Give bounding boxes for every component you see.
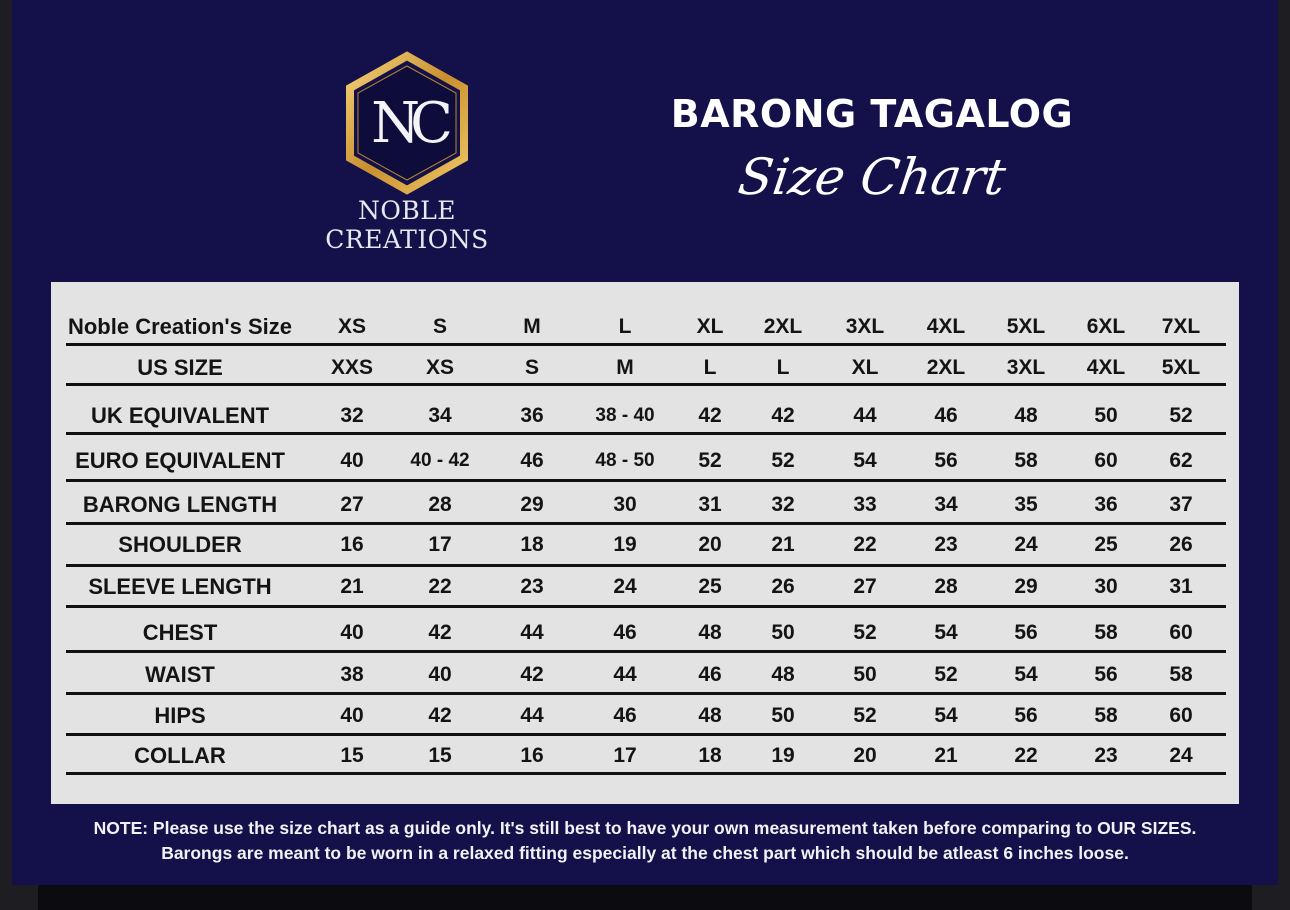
table-cell: 36 xyxy=(1094,493,1118,516)
table-cell: 50 xyxy=(853,663,877,686)
row-divider xyxy=(66,605,1226,608)
row-label: Noble Creation's Size xyxy=(67,314,293,339)
table-cell: 38 - 40 xyxy=(595,405,655,426)
table-cell: 17 xyxy=(613,744,637,767)
table-cell: 42 xyxy=(520,663,544,686)
table-cell: 56 xyxy=(1014,621,1038,644)
row-divider xyxy=(66,383,1226,386)
table-cell: 50 xyxy=(1094,404,1118,427)
row-label: US SIZE xyxy=(137,355,223,380)
table-cell: XL xyxy=(851,356,879,379)
table-cell: 5XL xyxy=(1161,356,1201,379)
table-cell: 54 xyxy=(853,449,877,472)
row-label: HIPS xyxy=(154,703,206,728)
table-cell: 33 xyxy=(853,493,877,516)
table-cell: 23 xyxy=(520,575,544,598)
row-label: EURO EQUIVALENT xyxy=(75,448,285,473)
table-cell: 46 xyxy=(520,449,544,472)
table-cell: XL xyxy=(696,315,724,338)
row-label: COLLAR xyxy=(134,743,226,768)
table-cell: 2XL xyxy=(763,315,803,338)
table-cell: 24 xyxy=(1014,533,1038,556)
table-cell: 56 xyxy=(1094,663,1118,686)
table-cell: 44 xyxy=(853,404,877,427)
table-cell: 34 xyxy=(428,404,452,427)
table-cell: 25 xyxy=(698,575,722,598)
row-label: WAIST xyxy=(145,662,215,687)
note-line-2: Barongs are meant to be worn in a relaxed fitting especially at the chest part which should be atleast 6 inches loose. xyxy=(161,843,1129,863)
row-label: UK EQUIVALENT xyxy=(90,403,270,428)
table-cell: 26 xyxy=(771,575,795,598)
table-cell: S xyxy=(432,315,448,338)
table-cell: 6XL xyxy=(1086,315,1126,338)
table-cell: 60 xyxy=(1169,704,1193,727)
table-cell: 5XL xyxy=(1006,315,1046,338)
table-cell: 58 xyxy=(1094,704,1118,727)
row-divider xyxy=(66,564,1226,567)
row-divider xyxy=(66,479,1226,482)
row-label: CHEST xyxy=(142,620,218,645)
table-cell: 60 xyxy=(1094,449,1118,472)
table-cell: 15 xyxy=(428,744,452,767)
table-cell: 52 xyxy=(853,621,877,644)
table-cell: 19 xyxy=(771,744,795,767)
table-cell: 56 xyxy=(1014,704,1038,727)
table-cell: 42 xyxy=(698,404,722,427)
table-cell: 28 xyxy=(934,575,958,598)
table-cell: 58 xyxy=(1014,449,1038,472)
table-cell: 31 xyxy=(698,493,722,516)
table-cell: 7XL xyxy=(1161,315,1201,338)
table-cell: 29 xyxy=(520,493,544,516)
table-cell: 46 xyxy=(698,663,722,686)
table-cell: 18 xyxy=(520,533,544,556)
row-label: SHOULDER xyxy=(118,532,242,557)
table-cell: 52 xyxy=(1169,404,1193,427)
table-cell: 30 xyxy=(613,493,637,516)
brand-name: NOBLE CREATIONS xyxy=(325,196,489,254)
table-cell: 40 xyxy=(340,449,364,472)
logo-monogram: NC xyxy=(371,91,443,156)
row-divider xyxy=(66,692,1226,695)
table-cell: 32 xyxy=(771,493,795,516)
table-cell: L xyxy=(776,356,790,379)
table-cell: 31 xyxy=(1169,575,1193,598)
table-cell: 52 xyxy=(853,704,877,727)
table-cell: L xyxy=(618,315,632,338)
table-cell: 58 xyxy=(1094,621,1118,644)
table-cell: 29 xyxy=(1014,575,1038,598)
row-label: BARONG LENGTH xyxy=(82,492,278,517)
table-cell: 16 xyxy=(340,533,364,556)
table-cell: XXS xyxy=(330,356,374,379)
table-cell: 38 xyxy=(340,663,364,686)
row-divider xyxy=(66,650,1226,653)
table-cell: 48 xyxy=(771,663,795,686)
bottom-border xyxy=(38,885,1252,910)
table-cell: 3XL xyxy=(845,315,885,338)
table-cell: 4XL xyxy=(926,315,966,338)
table-cell: 48 xyxy=(698,704,722,727)
table-cell: 46 xyxy=(613,704,637,727)
table-cell: 24 xyxy=(1169,744,1193,767)
table-cell: 21 xyxy=(771,533,795,556)
row-divider xyxy=(66,343,1226,346)
table-cell: 27 xyxy=(340,493,364,516)
table-cell: 62 xyxy=(1169,449,1193,472)
table-cell: XS xyxy=(425,356,455,379)
table-cell: 54 xyxy=(934,621,958,644)
table-cell: 40 xyxy=(340,704,364,727)
table-cell: 48 xyxy=(698,621,722,644)
table-cell: 46 xyxy=(613,621,637,644)
table-cell: 52 xyxy=(698,449,722,472)
row-label: SLEEVE LENGTH xyxy=(88,574,272,599)
table-cell: 27 xyxy=(853,575,877,598)
table-cell: XS xyxy=(337,315,367,338)
table-cell: 30 xyxy=(1094,575,1118,598)
table-cell: 54 xyxy=(934,704,958,727)
table-cell: 52 xyxy=(934,663,958,686)
table-cell: M xyxy=(616,356,634,379)
table-cell: 54 xyxy=(1014,663,1038,686)
table-cell: 60 xyxy=(1169,621,1193,644)
table-cell: 56 xyxy=(934,449,958,472)
note-line-1: NOTE: Please use the size chart as a guide only. It's still best to have your own measurement taken before comparing to OUR SIZES. xyxy=(93,818,1197,838)
table-cell: 34 xyxy=(934,493,958,516)
table-cell: 42 xyxy=(428,704,452,727)
table-cell: 23 xyxy=(934,533,958,556)
table-cell: 21 xyxy=(934,744,958,767)
table-cell: 19 xyxy=(613,533,637,556)
table-cell: 32 xyxy=(340,404,364,427)
table-cell: 26 xyxy=(1169,533,1193,556)
table-cell: 22 xyxy=(428,575,452,598)
table-cell: 22 xyxy=(853,533,877,556)
table-cell: 37 xyxy=(1169,493,1193,516)
table-cell: 21 xyxy=(340,575,364,598)
table-cell: 48 - 50 xyxy=(595,450,655,471)
table-cell: 44 xyxy=(520,621,544,644)
table-cell: 18 xyxy=(698,744,722,767)
table-cell: M xyxy=(523,315,541,338)
table-cell: 58 xyxy=(1169,663,1193,686)
table-cell: 20 xyxy=(698,533,722,556)
table-cell: 3XL xyxy=(1006,356,1046,379)
table-cell: 36 xyxy=(520,404,544,427)
table-cell: 2XL xyxy=(926,356,966,379)
table-cell: 23 xyxy=(1094,744,1118,767)
row-divider xyxy=(66,772,1226,775)
table-cell: 40 xyxy=(428,663,452,686)
table-cell: 42 xyxy=(771,404,795,427)
row-divider xyxy=(66,522,1226,525)
row-divider xyxy=(66,733,1226,736)
table-cell: 52 xyxy=(771,449,795,472)
table-cell: 44 xyxy=(520,704,544,727)
table-cell: 35 xyxy=(1014,493,1038,516)
table-cell: 4XL xyxy=(1086,356,1126,379)
chart-title: BARONG TAGALOG xyxy=(670,92,1074,136)
table-cell: 46 xyxy=(934,404,958,427)
table-cell: 22 xyxy=(1014,744,1038,767)
table-cell: 25 xyxy=(1094,533,1118,556)
table-cell: 48 xyxy=(1014,404,1038,427)
table-cell: 20 xyxy=(853,744,877,767)
table-cell: 40 xyxy=(340,621,364,644)
table-cell: 24 xyxy=(613,575,637,598)
table-cell: 44 xyxy=(613,663,637,686)
table-cell: L xyxy=(703,356,717,379)
table-cell: 42 xyxy=(428,621,452,644)
table-cell: 40 - 42 xyxy=(410,450,470,471)
table-cell: 16 xyxy=(520,744,544,767)
table-cell: S xyxy=(524,356,540,379)
table-cell: 15 xyxy=(340,744,364,767)
table-cell: 28 xyxy=(428,493,452,516)
chart-subtitle: Size Chart xyxy=(734,148,1010,206)
table-cell: 50 xyxy=(771,704,795,727)
table-cell: 50 xyxy=(771,621,795,644)
row-divider xyxy=(66,432,1226,435)
table-cell: 17 xyxy=(428,533,452,556)
logo-emblem xyxy=(302,50,512,195)
